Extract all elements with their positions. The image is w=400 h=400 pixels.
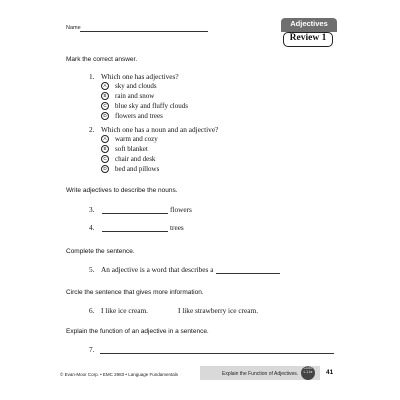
option-bubble[interactable]: D: [101, 165, 109, 173]
option-bubble[interactable]: B: [101, 92, 109, 100]
item-number: 6.: [89, 306, 95, 315]
answer-option[interactable]: [101, 82, 157, 90]
option-text: blue sky and fluffy clouds: [115, 102, 188, 110]
sentence-text: An adjective is a word that describes a: [101, 265, 214, 274]
sentence-option-a[interactable]: I like ice cream.: [101, 306, 148, 315]
option-bubble[interactable]: D: [101, 112, 109, 120]
section4-instruction: Circle the sentence that gives more information.: [66, 289, 204, 296]
question-text: Which one has a noun and an adjective?: [101, 125, 219, 134]
name-label: Name: [66, 25, 81, 31]
noun-text: flowers: [170, 205, 192, 214]
item-number: 5.: [89, 265, 95, 274]
section1-instruction: Mark the correct answer.: [66, 56, 138, 63]
answer-option[interactable]: [101, 102, 188, 110]
section3-instruction: Complete the sentence.: [66, 248, 135, 255]
answer-option[interactable]: [101, 135, 158, 143]
item-number: 3.: [89, 205, 95, 214]
option-text: bed and pillows: [115, 165, 160, 173]
option-text: soft blanket: [115, 145, 148, 153]
answer-option[interactable]: [101, 112, 163, 120]
page-number: 41: [326, 369, 334, 376]
option-text: flowers and trees: [115, 112, 163, 120]
answer-blank[interactable]: [102, 231, 168, 232]
answer-blank[interactable]: [102, 213, 168, 214]
answer-option[interactable]: [101, 155, 155, 163]
item-number: 7.: [89, 345, 95, 354]
item-number: 4.: [89, 223, 95, 232]
answer-option[interactable]: [101, 92, 154, 100]
ccss-badge: CCSS L.1.1e: [301, 366, 315, 380]
question-text: Which one has adjectives?: [101, 72, 179, 81]
option-text: sky and clouds: [115, 82, 157, 90]
answer-option[interactable]: [101, 165, 159, 173]
option-text: warm and cozy: [115, 135, 158, 143]
section2-instruction: Write adjectives to describe the nouns.: [66, 187, 178, 194]
skill-text: Explain the Function of Adjectives.: [222, 371, 299, 377]
section5-instruction: Explain the function of an adjective in a sentence.: [66, 328, 209, 335]
name-line[interactable]: [80, 31, 208, 32]
option-bubble[interactable]: C: [101, 155, 109, 163]
sentence-option-b[interactable]: I like strawberry ice cream.: [178, 306, 259, 315]
answer-blank[interactable]: [216, 273, 280, 274]
option-bubble[interactable]: A: [101, 82, 109, 90]
question-number: 1.: [89, 72, 95, 81]
option-text: rain and snow: [115, 92, 155, 100]
question-number: 2.: [89, 125, 95, 134]
noun-text: trees: [170, 223, 184, 232]
answer-blank[interactable]: [100, 353, 334, 354]
option-bubble[interactable]: A: [101, 135, 109, 143]
option-bubble[interactable]: C: [101, 102, 109, 110]
option-bubble[interactable]: B: [101, 145, 109, 153]
answer-option[interactable]: [101, 145, 148, 153]
tab-subtitle: Review 1: [289, 33, 327, 43]
tab-title: Adjectives: [290, 19, 328, 28]
copyright-text: © Evan-Moor Corp. • EMC 2983 • Language Fundamentals: [60, 372, 179, 377]
option-text: chair and desk: [115, 155, 156, 163]
